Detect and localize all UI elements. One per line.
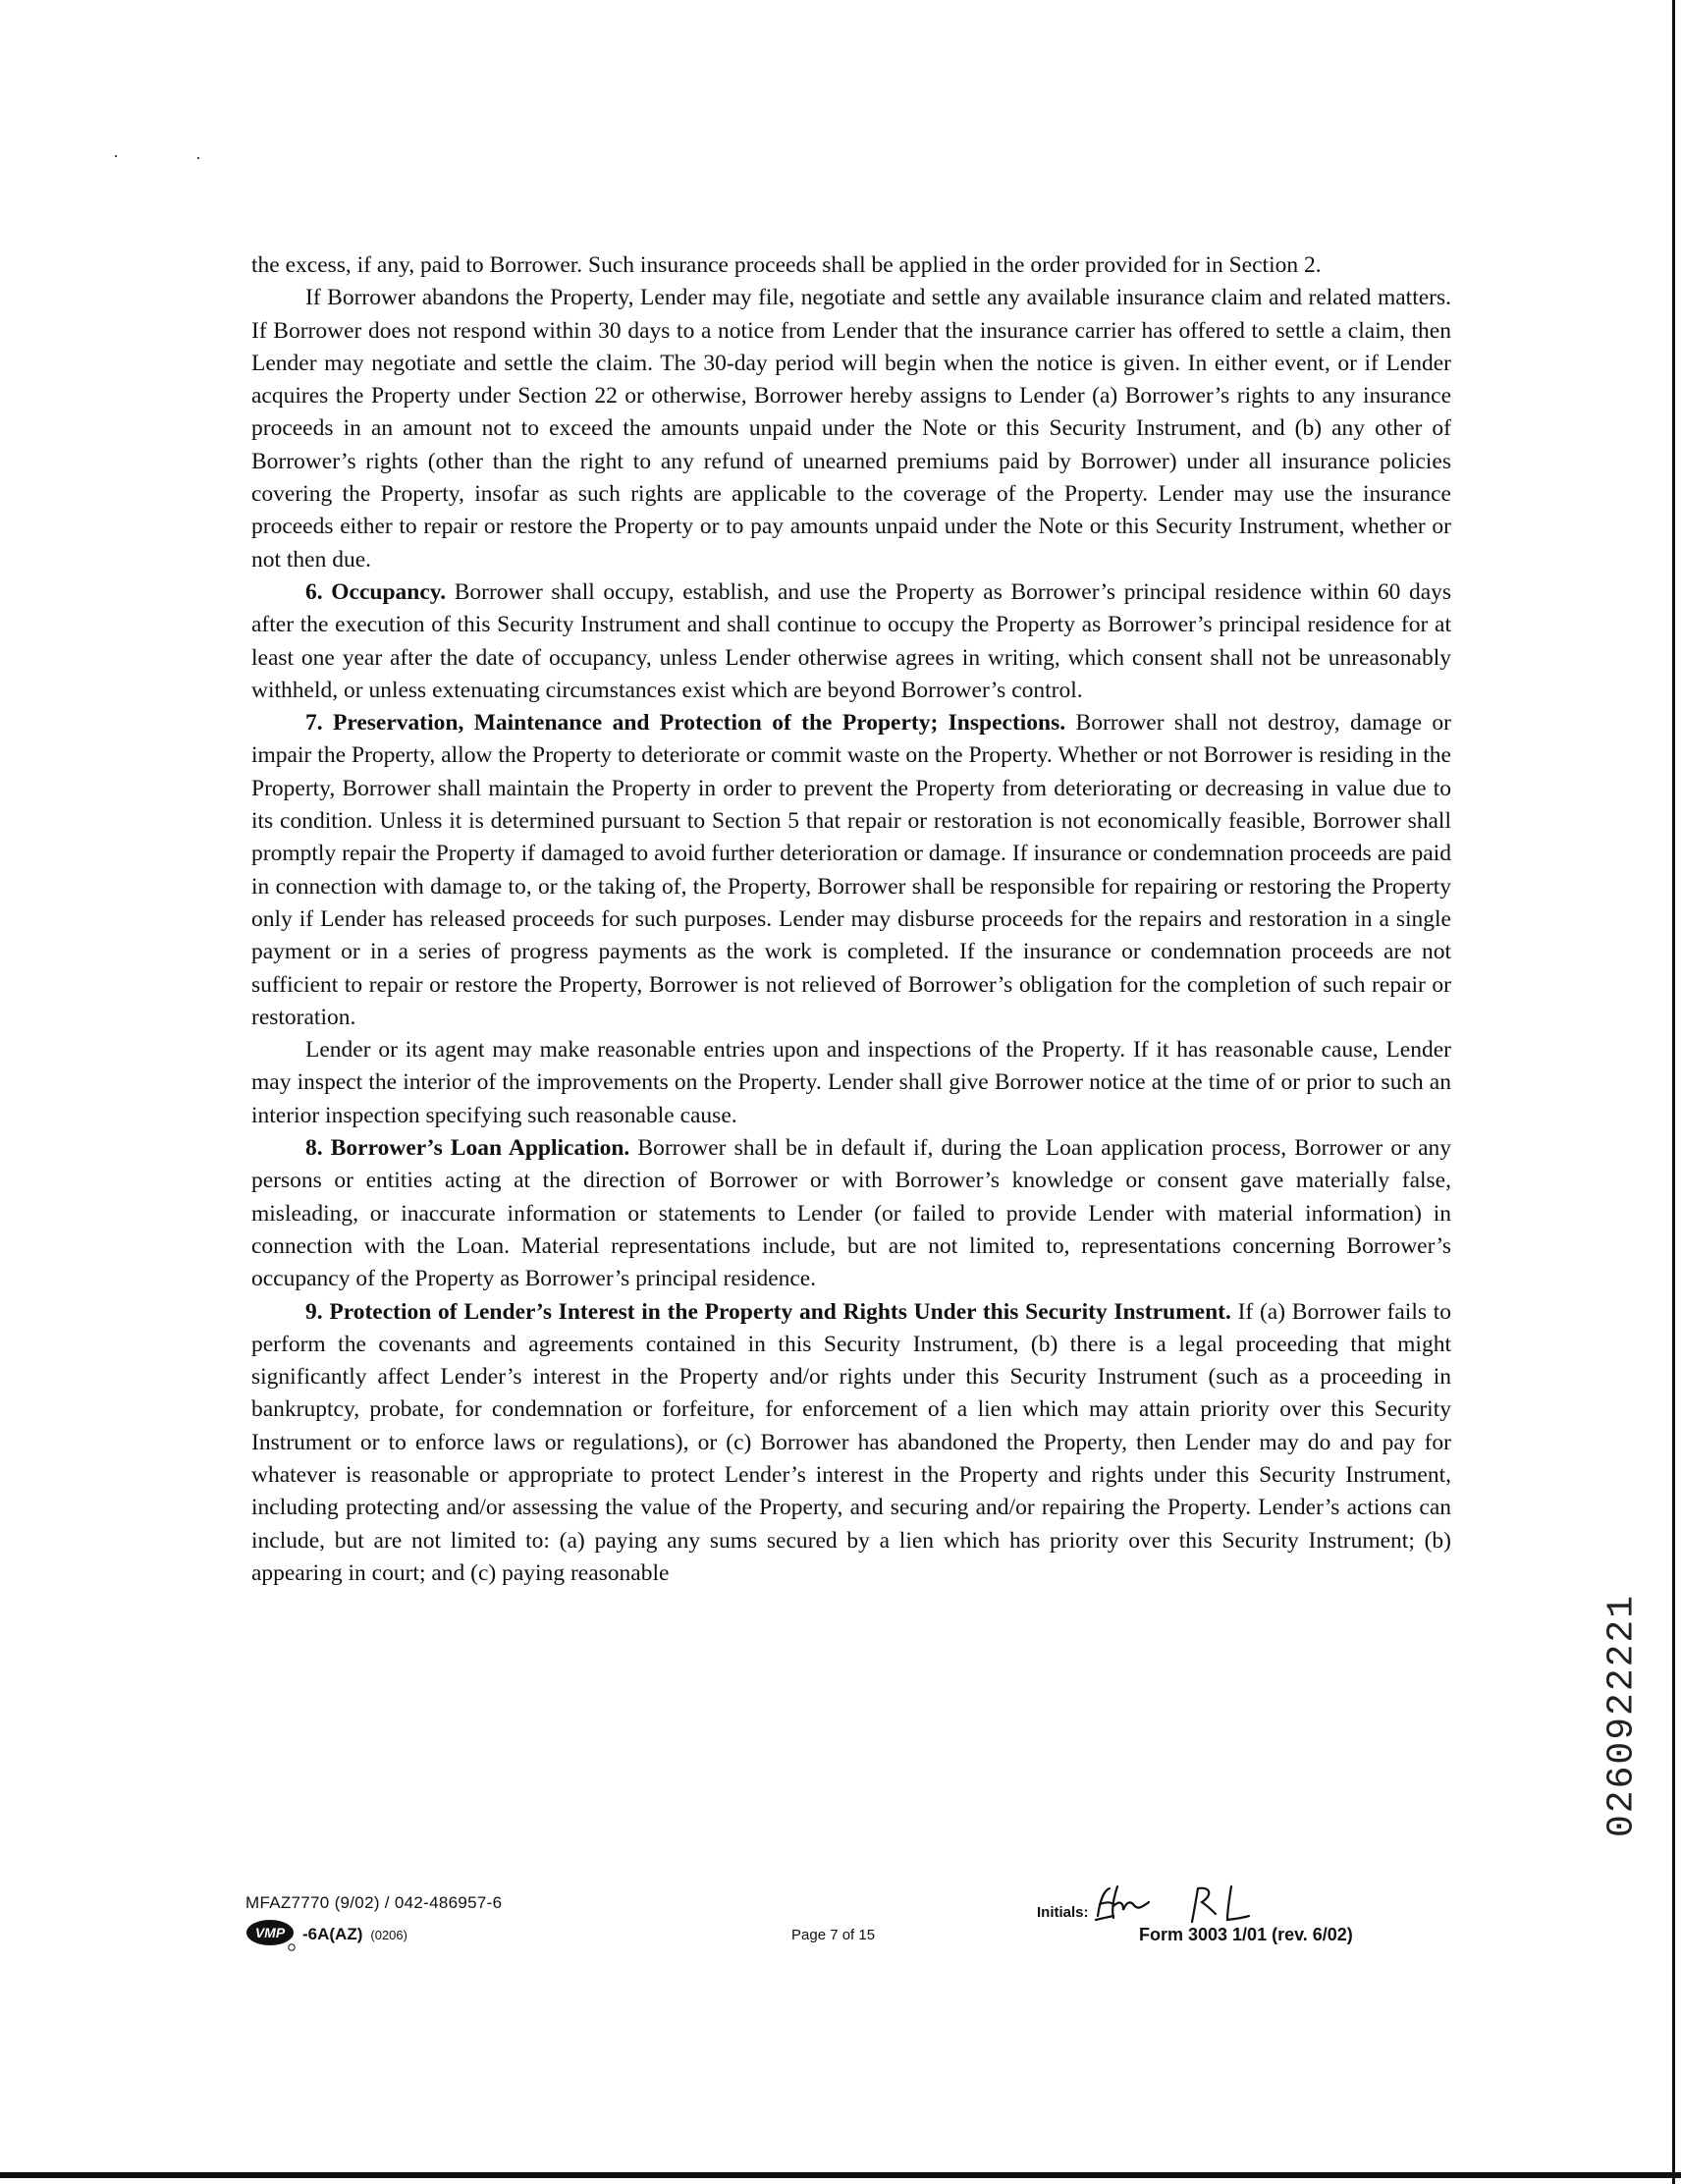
form-suffix: -6A(AZ) xyxy=(302,1925,363,1943)
form-number: Form 3003 1/01 (rev. 6/02) xyxy=(1139,1925,1353,1944)
paragraph xyxy=(251,1132,1451,1295)
paragraph xyxy=(251,1034,1451,1132)
paragraph xyxy=(251,282,1451,576)
side-document-number: 0260922221 xyxy=(1600,1593,1644,1838)
paragraph-text: Borrower shall not destroy, damage or impair the Property, allow the Property to deteriorate or commit waste on the Property. Whether or not Borrower is residing in the Property, Borrower shall maintain the Property in order to prevent the Property from deteriorating or decreasing in value due to its condition. Unless it is determined pursuant to Section 5 that repair or restoration is not economically feasible, Borrower shall promptly repair the Property if damaged to avoid further deterioration or damage. If insurance or condemnation proceeds are paid in connection with damage to, or the taking of, the Property, Borrower shall be responsible for repairing or restoring the Property only if Lender has released proceeds for such purposes. Lender may disburse proceeds for the repairs and restoration in a single payment or in a series of progress payments as the work is completed. If the insurance or condemnation proceeds are not sufficient to repair or restore the Property, Borrower is not relieved of Borrower’s obligation for the completion of such repair or restoration. xyxy=(251,710,1451,1030)
document-body xyxy=(251,249,1451,1590)
vmp-logo-icon xyxy=(245,1918,300,1951)
paragraph xyxy=(251,576,1451,707)
footer-form-info xyxy=(245,1893,638,1951)
scan-speck xyxy=(115,155,117,157)
scan-speck xyxy=(197,157,199,159)
paragraph-text: If (a) Borrower fails to perform the covenants and agreements contained in this Security Instrument, (b) there is a legal proceeding that might significantly affect Lender’s interest in the Property and/or rights under this Security Instrument (such as a proceeding in bankruptcy, probate, for condemnation or forfeiture, for enforcement of a lien which may attain priority over this Security Instrument or to enforce laws or regulations), or (c) Borrower has abandoned the Property, then Lender may do and pay for whatever is reasonable or appropriate to protect Lender’s interest in the Property and rights under this Security Instrument, including protecting and/or assessing the value of the Property, and securing and/or repairing the Property. Lender’s actions can include, but are not limited to: (a) paying any sums secured by a lien which has priority over this Security Instrument; (b) appearing in court; and (c) paying reasonable xyxy=(251,1298,1452,1586)
page-number: Page 7 of 15 xyxy=(791,1927,876,1943)
paragraph-text: Lender or its agent may make reasonable entries upon and inspections of the Property. If it has reasonable cause, Lender may inspect the interior of the improvements on the Property. Lender shall give Borrower notice at the time of or prior to such an interior inspection specifying such reasonable cause. xyxy=(251,1037,1451,1128)
paragraph-text: the excess, if any, paid to Borrower. Such insurance proceeds shall be applied in the order provided for in Section 2. xyxy=(251,252,1322,278)
section-heading: 6. Occupancy. xyxy=(305,578,447,605)
paragraph-text: If Borrower abandons the Property, Lender may file, negotiate and settle any available insurance claim and related matters. If Borrower does not respond within 30 days to a notice from Lender that the insurance carrier has offered to settle a claim, then Lender may negotiate and settle the claim. The 30-day period will begin when the notice is given. In either event, or if Lender acquires the Property under Section 22 or otherwise, Borrower hereby assigns to Lender (a) Borrower’s rights to any insurance proceeds in an amount not to exceed the amounts unpaid under the Note or this Security Instrument, and (b) any other of Borrower’s rights (other than the right to any refund of unearned premiums paid by Borrower) under all insurance policies covering the Property, insofar as such rights are applicable to the coverage of the Property. Lender may use the insurance proceeds either to repair or restore the Property or to pay amounts unpaid under the Note or this Security Instrument, whether or not then due. xyxy=(251,285,1451,573)
section-heading: 8. Borrower’s Loan Application. xyxy=(305,1135,630,1162)
section-heading: 7. Preservation, Maintenance and Protection of the Property; Inspections. xyxy=(305,710,1066,737)
paragraph xyxy=(251,707,1451,1034)
paragraph-text: Borrower shall be in default if, during the Loan application process, Borrower or any persons or entities acting at the direction of Borrower or with Borrower’s knowledge or consent gave materially false, misleading, or inaccurate information or statements to Lender (or failed to provide Lender with material information) in connection with the Loan. Material representations include, but are not limited to, representations concerning Borrower’s occupancy of the Property as Borrower’s principal residence. xyxy=(251,1135,1452,1292)
paragraph xyxy=(251,249,1451,282)
initials-label: Initials: xyxy=(1037,1904,1089,1921)
footer-initials xyxy=(1029,1881,1441,1949)
form-code: MFAZ7770 (9/02) / 042-486957-6 xyxy=(245,1893,503,1912)
section-heading: 9. Protection of Lender’s Interest in the Property and Rights Under this Security Instrument. xyxy=(305,1298,1231,1325)
paragraph-text: Borrower shall occupy, establish, and use the Property as Borrower’s principal residence within 60 days after the execution of this Security Instrument and shall continue to occupy the Property as Borrower’s principal residence for at least one year after the date of occupancy, unless Lender otherwise agrees in writing, which consent shall not be unreasonably withheld, or unless extenuating circumstances exist which are beyond Borrower’s control. xyxy=(251,578,1452,703)
paragraph xyxy=(251,1296,1451,1591)
page-edge-bottom xyxy=(0,2172,1681,2178)
vmp-logo-text: VMP xyxy=(254,1925,286,1940)
form-id-line xyxy=(245,1918,638,1951)
page-edge-right xyxy=(1672,0,1675,2184)
initials-signature xyxy=(1090,1881,1296,1930)
form-suffix-code: (0206) xyxy=(370,1927,407,1942)
